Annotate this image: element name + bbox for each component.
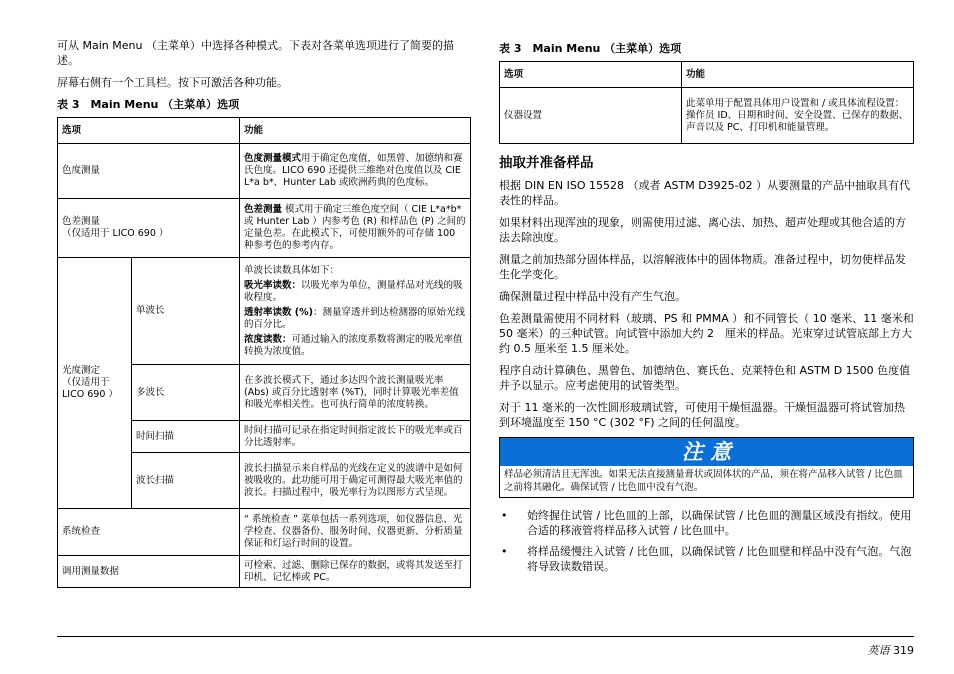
function-diff <box>240 199 471 258</box>
table-header-row <box>500 62 914 88</box>
function-syscheck: “ 系统检查 ” 菜单包括一系列选项，如仪器信息、光学检查、仪器备份、服务时间、仪器更新、分析质量保证和灯运行时间的设置。 <box>240 509 471 556</box>
bullet-list <box>499 508 914 574</box>
function-color <box>240 144 471 199</box>
function-recall: 可检索、过滤、删除已保存的数据，或将其发送至打印机、记忆棒或 PC。 <box>240 556 471 588</box>
concentration-bold: 浓度读数： <box>244 333 292 345</box>
function-bold: 色差测量 <box>244 204 283 215</box>
body-paragraph: 对于 11 毫米的一次性圆形玻璃试管，可使用干燥恒温器。干燥恒温器可将试管加热到环境温度至 150 °C (302 °F) 之间的任何温度。 <box>499 401 905 429</box>
page-number: 319 <box>893 644 914 657</box>
function-settings: 此菜单用于配置具体用户设置和 / 或具体流程设置：操作员 ID、日期和时间、安全设置、已保存的数据、声音以及 PC、打印机和能量管理。 <box>682 88 914 144</box>
option-line: （仅适用于 LICO 690 ） <box>62 377 118 400</box>
function-scan: 波长扫描显示来自样品的光线在定义的波谱中是如何被吸收的。此功能可用于确定可测得最大吸光率值的波长。扫描过程中，吸光率行为以图形方式呈现。 <box>240 453 471 509</box>
table-row <box>58 144 471 199</box>
list-item <box>499 544 914 574</box>
header-function: 功能 <box>682 62 914 88</box>
option-color: 色度测量 <box>58 144 240 199</box>
table-caption: 表 3 Main Menu （主菜单）选项 <box>57 98 240 111</box>
body-paragraph: 程序自动计算碘色、黑曾色、加德纳色、赛氏色、克莱特色和 ASTM D 1500 色度值并予以显示。应考虑使用的试管类型。 <box>499 364 911 392</box>
option-line: 光度测定 <box>62 365 101 376</box>
list-item <box>499 508 914 538</box>
header-function: 功能 <box>240 118 471 144</box>
left-column <box>57 38 471 588</box>
main-menu-table <box>57 117 471 588</box>
concentration-text: 可通过输入的浓度系数将测定的吸光率值转换为浓度值。 <box>244 333 463 357</box>
footer-language: 英语 <box>867 644 890 657</box>
function-bold: 色度测量模式 <box>244 153 302 164</box>
right-column <box>499 38 914 580</box>
function-time: 时间扫描可记录在指定时间指定波长下的吸光率或百分比透射率。 <box>240 421 471 453</box>
table-caption: 表 3 Main Menu （主菜单）选项 <box>499 42 682 55</box>
body-paragraph: 如果材料出现浑浊的现象，则需使用过滤、离心法、加热、超声处理或其他合适的方法去除浊度。 <box>499 216 906 244</box>
sub-option-scan: 波长扫描 <box>132 453 240 509</box>
option-line: （仅适用于 LICO 690 ） <box>62 228 169 239</box>
concentration-desc <box>244 334 466 358</box>
function-single <box>240 258 471 365</box>
option-recall: 调用测量数据 <box>58 556 240 588</box>
table-row <box>58 509 471 556</box>
sub-option-time: 时间扫描 <box>132 421 240 453</box>
section-title: 抽取并准备样品 <box>499 155 594 171</box>
main-menu-table-continued <box>499 61 914 144</box>
table-row <box>58 556 471 588</box>
function-multi: 在多波长模式下，通过多达四个波长测量吸光率 (Abs) 或百分比透射率 (%T)，同时计算吸光率差值和吸光率相关性。也可执行简单的浓度转换。 <box>240 365 471 421</box>
sub-option-multi: 多波长 <box>132 365 240 421</box>
absorbance-text: 以吸光率为单位，测量样品对光线的吸收程度。 <box>244 279 463 303</box>
single-intro: 单波长读数具体如下： <box>244 264 340 276</box>
body-paragraph: 确保测量过程中样品中没有产生气泡。 <box>499 290 686 303</box>
option-syscheck: 系统检查 <box>58 509 240 556</box>
footer-divider <box>57 636 914 637</box>
list-item-text: 始终握住试管 / 比色皿的上部，以确保试管 / 比色皿的测量区域没有指纹。使用合适的移液管将样品移入试管 / 比色皿中。 <box>527 509 912 537</box>
table-row <box>500 88 914 144</box>
intro-paragraph-1: 可从 Main Menu （主菜单）中选择各种模式。下表对各菜单选项进行了简要的描述。 <box>57 39 454 67</box>
caution-header: 注 意 <box>500 438 913 466</box>
bullet-icon: • <box>501 545 508 558</box>
sub-option-single: 单波长 <box>132 258 240 365</box>
header-option: 选项 <box>58 118 240 144</box>
bullet-icon: • <box>501 509 508 522</box>
transmittance-bold: 透射率读数 (%) <box>244 306 314 318</box>
option-line: 色差测量 <box>62 216 101 227</box>
caution-box <box>499 437 914 498</box>
body-paragraph: 色差测量需使用不同材料（玻璃、PS 和 PMMA ）和不同管长（ 10 毫米、11 毫米和 50 毫米）的三种试管。向试管中添加大约 2 厘米的样品。光束穿过试管底部上方大约 0.5 厘米至 1.5 厘米处。 <box>499 312 914 355</box>
table-header-row <box>58 118 471 144</box>
header-option: 选项 <box>500 62 682 88</box>
option-photometry <box>58 258 132 509</box>
transmittance-desc <box>244 307 466 331</box>
table-row <box>58 199 471 258</box>
body-paragraph: 根据 DIN EN ISO 15528 （或者 ASTM D3925-02 ）从要测量的产品中抽取具有代表性的样品。 <box>499 179 911 207</box>
caution-text: 样品必须清洁且无浑浊。如果无法直接测量膏状或固体状的产品，须在将产品移入试管 / 比色皿之前将其融化。确保试管 / 比色皿中没有气泡。 <box>504 469 903 493</box>
function-text: 模式用于确定三维色度空间（ CIE L*a*b* 或 Hunter Lab ）内参考色 (R) 和样品色 (P) 之间的定量色差。在此模式下，可使用额外的可存储 100 种参考色的参考内存。 <box>244 204 466 251</box>
table-row <box>58 258 471 365</box>
option-settings: 仪器设置 <box>500 88 682 144</box>
transmittance-text: ：测量穿透并到达检测器的原始光线的百分比。 <box>244 306 466 330</box>
absorbance-desc <box>244 280 466 304</box>
absorbance-bold: 吸光率读数： <box>244 279 302 291</box>
list-item-text: 将样品缓慢注入试管 / 比色皿，以确保试管 / 比色皿壁和样品中没有气泡。气泡将导致读数错误。 <box>527 545 912 573</box>
function-text: 用于确定色度值，如黑曾、加德纳和赛氏色度。LICO 690 还提供三维绝对色度值以及 CIE L*a b*、Hunter Lab 或欧洲药典的色度标。 <box>244 153 463 188</box>
option-diff <box>58 199 240 258</box>
page-footer <box>868 642 915 658</box>
intro-paragraph-2: 屏幕右侧有一个工具栏。按下可激活各种功能。 <box>57 76 288 89</box>
body-paragraph: 测量之前加热部分固体样品，以溶解液体中的固体物质。准备过程中，切勿使样品发生化学变化。 <box>499 253 906 281</box>
